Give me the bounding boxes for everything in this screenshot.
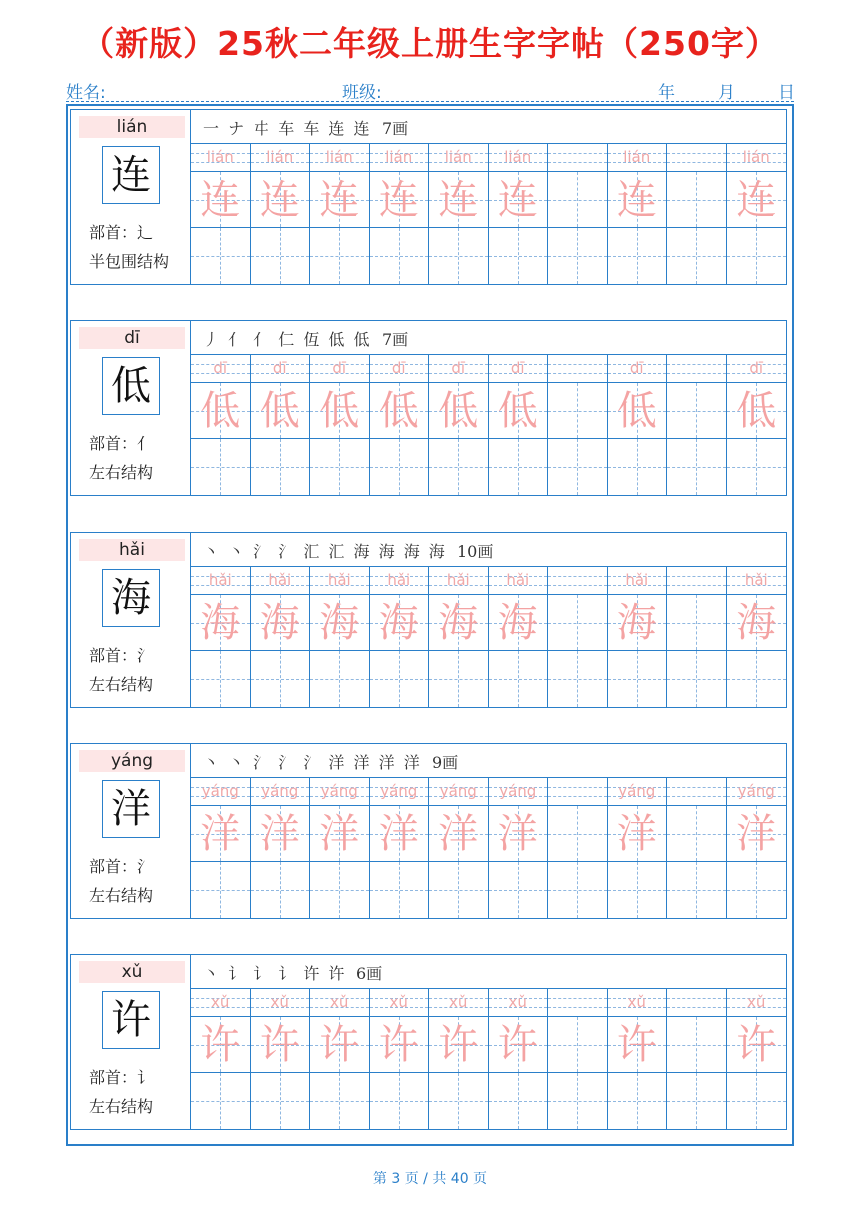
- trace-character-cell[interactable]: [191, 595, 251, 651]
- trace-pinyin: yáng: [320, 782, 358, 800]
- trace-pinyin: yáng: [737, 782, 775, 800]
- pinyin-practice-cell[interactable]: [667, 144, 727, 172]
- trace-character-cell[interactable]: [251, 1017, 311, 1073]
- pinyin-label: lián: [79, 116, 185, 138]
- structure-label: 左右结构: [89, 463, 154, 482]
- writing-cell[interactable]: [251, 228, 311, 284]
- writing-cell[interactable]: [727, 228, 787, 284]
- trace-character: 海: [200, 600, 241, 646]
- writing-cell[interactable]: [608, 1073, 668, 1129]
- trace-character-cell[interactable]: [429, 1017, 489, 1073]
- pinyin-practice-cell[interactable]: [727, 778, 787, 806]
- trace-character-cell[interactable]: [489, 172, 549, 228]
- day-label: 日: [778, 83, 795, 103]
- writing-cell[interactable]: [727, 439, 787, 495]
- pinyin-practice-cell[interactable]: [310, 355, 370, 383]
- writing-cell[interactable]: [548, 1073, 608, 1129]
- trace-character: 许: [378, 1022, 419, 1068]
- writing-cell[interactable]: [608, 862, 668, 918]
- trace-character: 低: [616, 388, 657, 434]
- trace-character: 许: [259, 1022, 300, 1068]
- trace-pinyin: lián: [444, 148, 472, 166]
- stroke-count: 7画: [382, 119, 409, 138]
- pinyin-practice-cell[interactable]: [727, 989, 787, 1017]
- character-info-panel: [71, 744, 191, 918]
- practice-grid: [191, 355, 786, 495]
- trace-pinyin: yáng: [380, 782, 418, 800]
- writing-cell[interactable]: [191, 862, 251, 918]
- pinyin-practice-cell[interactable]: [489, 778, 549, 806]
- trace-character: 洋: [378, 811, 419, 857]
- character-info-panel: [71, 321, 191, 495]
- pinyin-practice-cell[interactable]: [251, 778, 311, 806]
- trace-pinyin: dī: [451, 359, 466, 377]
- pinyin-practice-cell[interactable]: [489, 355, 549, 383]
- trace-pinyin: xǔ: [449, 993, 468, 1011]
- trace-character-cell[interactable]: [667, 172, 727, 228]
- trace-character: 连: [438, 177, 479, 223]
- student-info-bar: [66, 78, 795, 103]
- trace-character: 低: [378, 388, 419, 434]
- trace-character: 连: [200, 177, 241, 223]
- writing-cell[interactable]: [191, 1073, 251, 1129]
- stroke-order-sequence: 丶 丶 氵 氵 汇 汇 海 海 海 海: [203, 542, 447, 561]
- trace-character: 低: [497, 388, 538, 434]
- trace-character-cell[interactable]: [667, 383, 727, 439]
- trace-character-cell[interactable]: [548, 383, 608, 439]
- pinyin-practice-cell[interactable]: [429, 355, 489, 383]
- writing-cell[interactable]: [429, 651, 489, 707]
- writing-cell[interactable]: [608, 228, 668, 284]
- pinyin-practice-cell[interactable]: [370, 355, 430, 383]
- trace-character: 连: [378, 177, 419, 223]
- pinyin-practice-cell[interactable]: [251, 144, 311, 172]
- trace-character-cell[interactable]: [310, 595, 370, 651]
- trace-character: 许: [736, 1022, 777, 1068]
- practice-grid: [191, 778, 786, 918]
- pinyin-practice-cell[interactable]: [191, 989, 251, 1017]
- pinyin-practice-cell[interactable]: [191, 144, 251, 172]
- trace-character: 许: [319, 1022, 360, 1068]
- trace-pinyin: hǎi: [446, 571, 470, 589]
- practice-grid: [191, 567, 786, 707]
- writing-cell[interactable]: [429, 228, 489, 284]
- writing-cell[interactable]: [310, 862, 370, 918]
- trace-pinyin: xǔ: [270, 993, 289, 1011]
- writing-cell[interactable]: [667, 228, 727, 284]
- trace-character: 洋: [259, 811, 300, 857]
- writing-cell[interactable]: [667, 439, 727, 495]
- pinyin-practice-cell[interactable]: [251, 355, 311, 383]
- writing-cell[interactable]: [429, 439, 489, 495]
- writing-cell[interactable]: [489, 1073, 549, 1129]
- practice-grid: [191, 989, 786, 1129]
- trace-character: 连: [497, 177, 538, 223]
- pinyin-practice-cell[interactable]: [310, 989, 370, 1017]
- trace-pinyin: dī: [213, 359, 228, 377]
- writing-cell[interactable]: [489, 862, 549, 918]
- trace-character-cell[interactable]: [310, 383, 370, 439]
- pinyin-practice-cell[interactable]: [608, 355, 668, 383]
- trace-pinyin: lián: [623, 148, 651, 166]
- name-label: 姓名:: [66, 83, 106, 103]
- writing-cell[interactable]: [548, 651, 608, 707]
- pinyin-practice-cell[interactable]: [370, 989, 430, 1017]
- writing-cell[interactable]: [310, 228, 370, 284]
- trace-character-cell[interactable]: [429, 595, 489, 651]
- stroke-order-row: [191, 744, 786, 778]
- trace-pinyin: lián: [266, 148, 294, 166]
- trace-character-cell[interactable]: [548, 1017, 608, 1073]
- pinyin-practice-cell[interactable]: [727, 355, 787, 383]
- trace-character-cell[interactable]: [548, 595, 608, 651]
- stroke-order-sequence: 丶 讠 讠 讠 许 许: [203, 964, 347, 983]
- pinyin-practice-cell[interactable]: [548, 355, 608, 383]
- pinyin-practice-cell[interactable]: [727, 144, 787, 172]
- stroke-order-row: [191, 955, 786, 989]
- trace-character-cell[interactable]: [310, 1017, 370, 1073]
- character-block: [70, 320, 787, 496]
- trace-pinyin: hǎi: [268, 571, 292, 589]
- trace-character: 连: [259, 177, 300, 223]
- writing-cell[interactable]: [191, 439, 251, 495]
- pinyin-label: xǔ: [79, 961, 185, 983]
- pinyin-practice-cell[interactable]: [429, 778, 489, 806]
- practice-grid: [191, 144, 786, 284]
- model-character: 低: [102, 357, 160, 415]
- trace-pinyin: dī: [332, 359, 347, 377]
- model-character: 海: [102, 569, 160, 627]
- trace-character-cell[interactable]: [370, 595, 430, 651]
- trace-character-cell[interactable]: [548, 172, 608, 228]
- character-block: [70, 532, 787, 708]
- trace-pinyin: lián: [385, 148, 413, 166]
- pinyin-practice-cell[interactable]: [667, 778, 727, 806]
- trace-character-cell[interactable]: [251, 383, 311, 439]
- trace-character: 洋: [736, 811, 777, 857]
- character-block: [70, 954, 787, 1130]
- writing-cell[interactable]: [667, 651, 727, 707]
- trace-character-cell[interactable]: [251, 595, 311, 651]
- trace-pinyin: hǎi: [506, 571, 530, 589]
- pinyin-practice-cell[interactable]: [548, 567, 608, 595]
- writing-cell[interactable]: [489, 228, 549, 284]
- writing-cell[interactable]: [548, 862, 608, 918]
- stroke-order-row: [191, 533, 786, 567]
- structure-label: 左右结构: [89, 675, 154, 694]
- trace-pinyin: xǔ: [747, 993, 766, 1011]
- trace-character: 低: [200, 388, 241, 434]
- trace-character: 洋: [616, 811, 657, 857]
- trace-character-cell[interactable]: [727, 1017, 787, 1073]
- page-title: （新版）25秋二年级上册生字字帖（250字）: [81, 24, 779, 63]
- radical-label: 部首：亻: [89, 434, 154, 453]
- pinyin-practice-cell[interactable]: [370, 778, 430, 806]
- model-character: 洋: [102, 780, 160, 838]
- trace-pinyin: yáng: [499, 782, 537, 800]
- trace-character: 海: [259, 600, 300, 646]
- pinyin-practice-cell[interactable]: [667, 989, 727, 1017]
- writing-cell[interactable]: [251, 1073, 311, 1129]
- trace-character-cell[interactable]: [608, 172, 668, 228]
- pinyin-practice-cell[interactable]: [251, 567, 311, 595]
- pinyin-label: yáng: [79, 750, 185, 772]
- trace-character: 低: [438, 388, 479, 434]
- month-label: 月: [718, 83, 735, 103]
- trace-character: 许: [497, 1022, 538, 1068]
- trace-pinyin: yáng: [618, 782, 656, 800]
- trace-character-cell[interactable]: [191, 172, 251, 228]
- trace-character: 连: [616, 177, 657, 223]
- trace-character: 海: [438, 600, 479, 646]
- trace-character: 海: [736, 600, 777, 646]
- pinyin-practice-cell[interactable]: [370, 144, 430, 172]
- trace-pinyin: yáng: [201, 782, 239, 800]
- pinyin-practice-cell[interactable]: [608, 989, 668, 1017]
- writing-cell[interactable]: [370, 1073, 430, 1129]
- trace-character: 许: [438, 1022, 479, 1068]
- trace-pinyin: xǔ: [508, 993, 527, 1011]
- writing-cell[interactable]: [608, 439, 668, 495]
- trace-pinyin: hǎi: [387, 571, 411, 589]
- radical-label: 部首：氵: [89, 646, 154, 665]
- pinyin-practice-cell[interactable]: [310, 567, 370, 595]
- writing-cell[interactable]: [727, 1073, 787, 1129]
- trace-character-cell[interactable]: [489, 383, 549, 439]
- trace-character-cell[interactable]: [191, 383, 251, 439]
- writing-cell[interactable]: [667, 862, 727, 918]
- trace-character-cell[interactable]: [429, 383, 489, 439]
- trace-character: 许: [200, 1022, 241, 1068]
- pinyin-practice-cell[interactable]: [489, 989, 549, 1017]
- class-label: 班级:: [342, 83, 382, 103]
- trace-pinyin: hǎi: [327, 571, 351, 589]
- writing-cell[interactable]: [429, 1073, 489, 1129]
- trace-character-cell[interactable]: [608, 1017, 668, 1073]
- stroke-count: 7画: [382, 330, 409, 349]
- character-info-panel: [71, 533, 191, 707]
- character-info-panel: [71, 110, 191, 284]
- stroke-order-sequence: 丿 亻 亻 仁 仾 低 低: [203, 330, 372, 349]
- writing-cell[interactable]: [310, 1073, 370, 1129]
- radical-label: 部首：辶: [89, 223, 154, 242]
- writing-cell[interactable]: [489, 439, 549, 495]
- trace-pinyin: yáng: [261, 782, 299, 800]
- writing-cell[interactable]: [667, 1073, 727, 1129]
- trace-character-cell[interactable]: [608, 383, 668, 439]
- trace-pinyin: hǎi: [744, 571, 768, 589]
- trace-pinyin: dī: [391, 359, 406, 377]
- trace-character-cell[interactable]: [310, 806, 370, 862]
- writing-cell[interactable]: [727, 651, 787, 707]
- trace-character: 洋: [438, 811, 479, 857]
- trace-character: 洋: [497, 811, 538, 857]
- trace-pinyin: xǔ: [211, 993, 230, 1011]
- character-block: [70, 109, 787, 285]
- trace-pinyin: lián: [325, 148, 353, 166]
- trace-character-cell[interactable]: [548, 806, 608, 862]
- trace-character-cell[interactable]: [310, 172, 370, 228]
- trace-character: 海: [378, 600, 419, 646]
- trace-character-cell[interactable]: [370, 806, 430, 862]
- writing-cell[interactable]: [370, 228, 430, 284]
- stroke-count: 9画: [432, 753, 459, 772]
- writing-cell[interactable]: [489, 651, 549, 707]
- trace-character-cell[interactable]: [667, 1017, 727, 1073]
- writing-cell[interactable]: [251, 651, 311, 707]
- radical-label: 部首：氵: [89, 857, 154, 876]
- trace-character-cell[interactable]: [370, 383, 430, 439]
- trace-character: 海: [319, 600, 360, 646]
- trace-character-cell[interactable]: [727, 172, 787, 228]
- trace-pinyin: hǎi: [208, 571, 232, 589]
- pinyin-practice-cell[interactable]: [489, 144, 549, 172]
- trace-character-cell[interactable]: [370, 1017, 430, 1073]
- year-label: 年: [658, 83, 675, 103]
- trace-character-cell[interactable]: [191, 1017, 251, 1073]
- trace-pinyin: yáng: [439, 782, 477, 800]
- trace-character-cell[interactable]: [667, 806, 727, 862]
- trace-character: 海: [616, 600, 657, 646]
- pinyin-practice-cell[interactable]: [310, 778, 370, 806]
- pinyin-practice-cell[interactable]: [548, 989, 608, 1017]
- trace-character-cell[interactable]: [667, 595, 727, 651]
- trace-character: 洋: [319, 811, 360, 857]
- stroke-count: 10画: [457, 542, 494, 561]
- trace-character-cell[interactable]: [370, 172, 430, 228]
- structure-label: 左右结构: [89, 886, 154, 905]
- pinyin-practice-cell[interactable]: [429, 144, 489, 172]
- character-info-panel: [71, 955, 191, 1129]
- trace-character: 低: [736, 388, 777, 434]
- writing-cell[interactable]: [370, 862, 430, 918]
- radical-label: 部首：讠: [89, 1068, 154, 1087]
- writing-cell[interactable]: [608, 651, 668, 707]
- writing-cell[interactable]: [370, 651, 430, 707]
- pinyin-practice-cell[interactable]: [489, 567, 549, 595]
- trace-character: 低: [319, 388, 360, 434]
- writing-cell[interactable]: [370, 439, 430, 495]
- trace-character-cell[interactable]: [191, 806, 251, 862]
- pinyin-label: hǎi: [79, 539, 185, 561]
- writing-cell[interactable]: [548, 439, 608, 495]
- trace-character-cell[interactable]: [727, 595, 787, 651]
- page-number: 第 3 页 / 共 40 页: [372, 1171, 488, 1187]
- trace-pinyin: xǔ: [330, 993, 349, 1011]
- stroke-order-row: [191, 110, 786, 144]
- writing-cell[interactable]: [310, 439, 370, 495]
- writing-cell[interactable]: [251, 862, 311, 918]
- trace-character: 低: [259, 388, 300, 434]
- trace-character: 洋: [200, 811, 241, 857]
- character-block: [70, 743, 787, 919]
- trace-pinyin: dī: [629, 359, 644, 377]
- pinyin-practice-cell[interactable]: [429, 989, 489, 1017]
- trace-character: 许: [616, 1022, 657, 1068]
- trace-character-cell[interactable]: [489, 1017, 549, 1073]
- info-underline: [66, 101, 794, 102]
- trace-character-cell[interactable]: [727, 383, 787, 439]
- structure-label: 左右结构: [89, 1097, 154, 1116]
- trace-pinyin: lián: [742, 148, 770, 166]
- pinyin-label: dī: [79, 327, 185, 349]
- trace-character-cell[interactable]: [251, 806, 311, 862]
- model-character: 连: [102, 146, 160, 204]
- pinyin-practice-cell[interactable]: [191, 778, 251, 806]
- trace-pinyin: xǔ: [389, 993, 408, 1011]
- pinyin-practice-cell[interactable]: [251, 989, 311, 1017]
- trace-character-cell[interactable]: [608, 806, 668, 862]
- pinyin-practice-cell[interactable]: [727, 567, 787, 595]
- trace-character: 海: [497, 600, 538, 646]
- stroke-count: 6画: [356, 964, 383, 983]
- trace-character-cell[interactable]: [489, 595, 549, 651]
- writing-cell[interactable]: [727, 862, 787, 918]
- structure-label: 半包围结构: [89, 252, 170, 271]
- trace-character-cell[interactable]: [489, 806, 549, 862]
- trace-character-cell[interactable]: [608, 595, 668, 651]
- pinyin-practice-cell[interactable]: [548, 778, 608, 806]
- pinyin-practice-cell[interactable]: [667, 567, 727, 595]
- pinyin-practice-cell[interactable]: [608, 567, 668, 595]
- writing-cell[interactable]: [191, 651, 251, 707]
- trace-character: 连: [736, 177, 777, 223]
- writing-cell[interactable]: [310, 651, 370, 707]
- pinyin-practice-cell[interactable]: [310, 144, 370, 172]
- pinyin-practice-cell[interactable]: [667, 355, 727, 383]
- stroke-order-sequence: 丶 丶 氵 氵 氵 洋 洋 洋 洋: [203, 753, 422, 772]
- trace-pinyin: xǔ: [627, 993, 646, 1011]
- writing-cell[interactable]: [191, 228, 251, 284]
- trace-character-cell[interactable]: [727, 806, 787, 862]
- trace-pinyin: hǎi: [625, 571, 649, 589]
- trace-character-cell[interactable]: [251, 172, 311, 228]
- pinyin-practice-cell[interactable]: [191, 567, 251, 595]
- trace-character: 连: [319, 177, 360, 223]
- writing-cell[interactable]: [429, 862, 489, 918]
- writing-cell[interactable]: [251, 439, 311, 495]
- trace-pinyin: dī: [749, 359, 764, 377]
- trace-character-cell[interactable]: [429, 172, 489, 228]
- trace-pinyin: dī: [272, 359, 287, 377]
- pinyin-practice-cell[interactable]: [429, 567, 489, 595]
- trace-pinyin: lián: [504, 148, 532, 166]
- trace-pinyin: lián: [206, 148, 234, 166]
- trace-character-cell[interactable]: [429, 806, 489, 862]
- model-character: 许: [102, 991, 160, 1049]
- stroke-order-sequence: 一 ナ 㐄 车 车 连 连: [203, 119, 372, 138]
- pinyin-practice-cell[interactable]: [370, 567, 430, 595]
- stroke-order-row: [191, 321, 786, 355]
- trace-pinyin: dī: [510, 359, 525, 377]
- pinyin-practice-cell[interactable]: [608, 144, 668, 172]
- pinyin-practice-cell[interactable]: [191, 355, 251, 383]
- writing-cell[interactable]: [548, 228, 608, 284]
- pinyin-practice-cell[interactable]: [608, 778, 668, 806]
- pinyin-practice-cell[interactable]: [548, 144, 608, 172]
